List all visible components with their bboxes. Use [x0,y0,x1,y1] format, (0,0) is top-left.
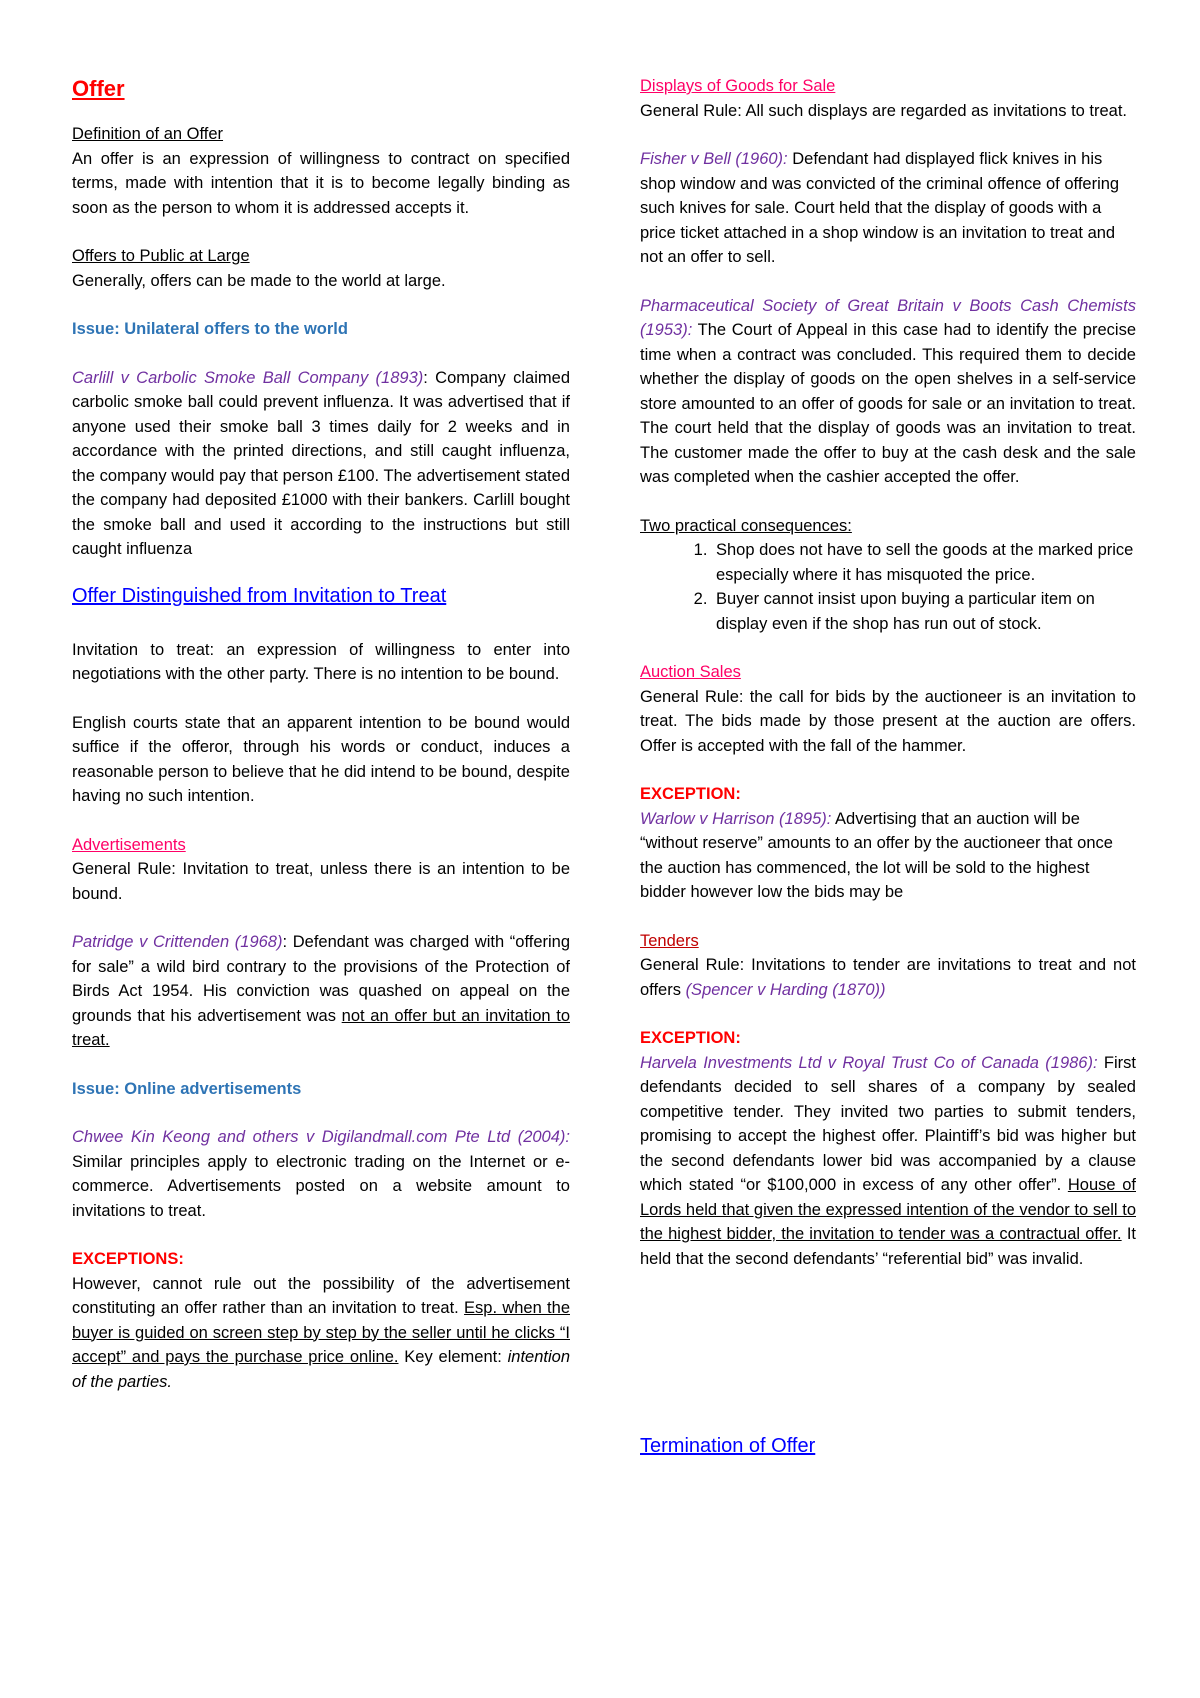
key-element-label: Key element: [398,1348,508,1366]
displays-heading: Displays of Goods for Sale [640,77,836,95]
tenders-heading: Tenders [640,931,699,950]
adverts-heading: Advertisements [72,835,186,854]
exception-label-tenders: EXCEPTION: [640,1029,741,1047]
key-element-text: intention of the parties. [72,1348,570,1391]
list-item: 1. Shop does not have to sell the goods at the marked price especially where it has misquoted the price. [712,538,1136,587]
warlow-text: Advertising that an auction will be “without reserve” amounts to an offer by the auctioneer that once the auction has commenced, the lot will be sold to the highest bidder however low the bids may be [640,809,1113,901]
english-courts-text: English courts state that an apparent intention to be bound would suffice if the offeror, through his words or conduct, induces a reasonable person to believe that he did intend to be bound, despite having no such intention. [72,713,570,805]
consequences-list [640,538,1136,636]
displays-rule: General Rule: All such displays are regarded as invitations to treat. [640,101,1128,120]
issue-unilateral: Issue: Unilateral offers to the world [72,320,348,338]
harvela-paragraph [640,1051,1136,1272]
definition-text: An offer is an expression of willingness to contract on specified terms, made with intention that it is to become legally binding as soon as the person to whom it is addressed accepts it. [72,149,570,217]
tenders-rule: General Rule: Invitations to tender are invitations to treat and not offers [640,956,1136,999]
carlill-paragraph [72,366,570,562]
patridge-paragraph [72,930,570,1053]
exceptions-text: However, cannot rule out the possibility of the advertisement constituting an offer rather than an invitation to treat. [72,1274,570,1317]
harvela-case-name: Harvela Investments Ltd v Royal Trust Co of Canada (1986): [640,1053,1098,1072]
exceptions-label: EXCEPTIONS: [72,1250,184,1268]
fisher-paragraph [640,147,1136,270]
left-column [72,74,570,1394]
exceptions-underline: Esp. when the buyer is guided on screen step by step by the seller until he clicks “I accept” and pays the purchase price online. [72,1299,570,1366]
chwee-paragraph [72,1125,570,1223]
harvela-text: First defendants decided to sell shares of a company by sealed competitive tender. They invited two parties to submit tenders, promising to accept the highest offer. Plaintiff’s bid was higher but the second defendants lower bid was accompanied by a clause which stated “or $100,000 in excess of any other offer”. [640,1053,1136,1194]
list-item: 2. Buyer cannot insist upon buying a particular item on display even if the shop has run out of stock. [712,587,1136,636]
carlill-colon: : [423,368,428,387]
itt-text: Invitation to treat: an expression of willingness to enter into negotiations with the other party. There is no intention to be bound. [72,640,570,683]
chwee-text: Similar principles apply to electronic trading on the Internet or e-commerce. Advertisements posted on a website amount to invitations to treat. [72,1152,570,1220]
fisher-case-name: Fisher v Bell (1960): [640,150,788,168]
section-heading-itt: Offer Distinguished from Invitation to Treat [72,584,447,607]
tenders-paragraph [640,953,1136,1002]
exceptions-paragraph [72,1272,570,1395]
tenders-case-name: (Spencer v Harding (1870)) [685,980,886,999]
definition-heading: Definition of an Offer [72,125,224,143]
patridge-colon: : [282,933,288,951]
chwee-case-name: Chwee Kin Keong and others v Digilandmall.com Pte Ltd (2004): [72,1128,570,1146]
public-heading: Offers to Public at Large [72,247,250,265]
auction-heading: Auction Sales [640,663,741,681]
boots-paragraph [640,294,1136,490]
exception-label-auction: EXCEPTION: [640,785,741,803]
warlow-case-name: Warlow v Harrison (1895): [640,809,832,828]
harvela-tail: It held that the second defendants’ “referential bid” was invalid. [640,1225,1136,1268]
auction-rule: General Rule: the call for bids by the auctioneer is an invitation to treat. The bids made by those present at the auction are offers. Offer is accepted with the fall of the hammer. [640,687,1136,755]
page-title: Offer [72,76,125,101]
carlill-case-name: Carlill v Carbolic Smoke Ball Company (1893) [72,368,424,387]
carlill-text: Company claimed carbolic smoke ball could prevent influenza. It was advertised that if anyone used their smoke ball 3 times daily for 2 weeks and in accordance with the printed directions, and still caught influenza, the company would pay that person £100. The advertisement stated the company had deposited £1000 with their bankers. Carlill bought the smoke ball and used it according to the instructions but still caught influenza [72,368,570,558]
patridge-underline: not an offer but an invitation to treat. [72,1006,570,1049]
issue-online: Issue: Online advertisements [72,1079,302,1098]
fisher-text: Defendant had displayed flick knives in his shop window and was convicted of the criminal offence of offering such knives for sale. Court held that the display of goods with a price ticket attached in a shop window is an invitation to treat and not an offer to sell. [640,150,1120,266]
right-column [640,74,1136,1457]
adverts-rule: General Rule: Invitation to treat, unless there is an intention to be bound. [72,860,570,903]
warlow-paragraph [640,807,1136,905]
public-text: Generally, offers can be made to the world at large. [72,271,446,290]
patridge-case-name: Patridge v Crittenden (1968) [72,933,283,951]
harvela-underline: House of Lords held that given the expressed intention of the vendor to sell to the highest bidder, the invitation to tender was a contractual offer. [640,1176,1136,1243]
boots-case-name: Pharmaceutical Society of Great Britain v Boots Cash Chemists (1953): [640,296,1136,339]
consequences-heading: Two practical consequences: [640,516,852,535]
termination-heading: Termination of Offer [640,1435,816,1457]
boots-text: The Court of Appeal in this case had to identify the precise time when a contract was concluded. This required them to decide whether the display of goods on the open shelves in a self-service store amounted to an offer of goods for sale or an invitation to treat. The court held that the display of goods was an invitation to treat. The customer made the offer to buy at the cash desk and the sale was completed when the cashier accepted the offer. [640,321,1136,486]
patridge-text: Defendant was charged with “offering for sale” a wild bird contrary to the provisions of the Protection of Birds Act 1954. His conviction was quashed on appeal on the grounds that his advertisement was [72,933,571,1025]
